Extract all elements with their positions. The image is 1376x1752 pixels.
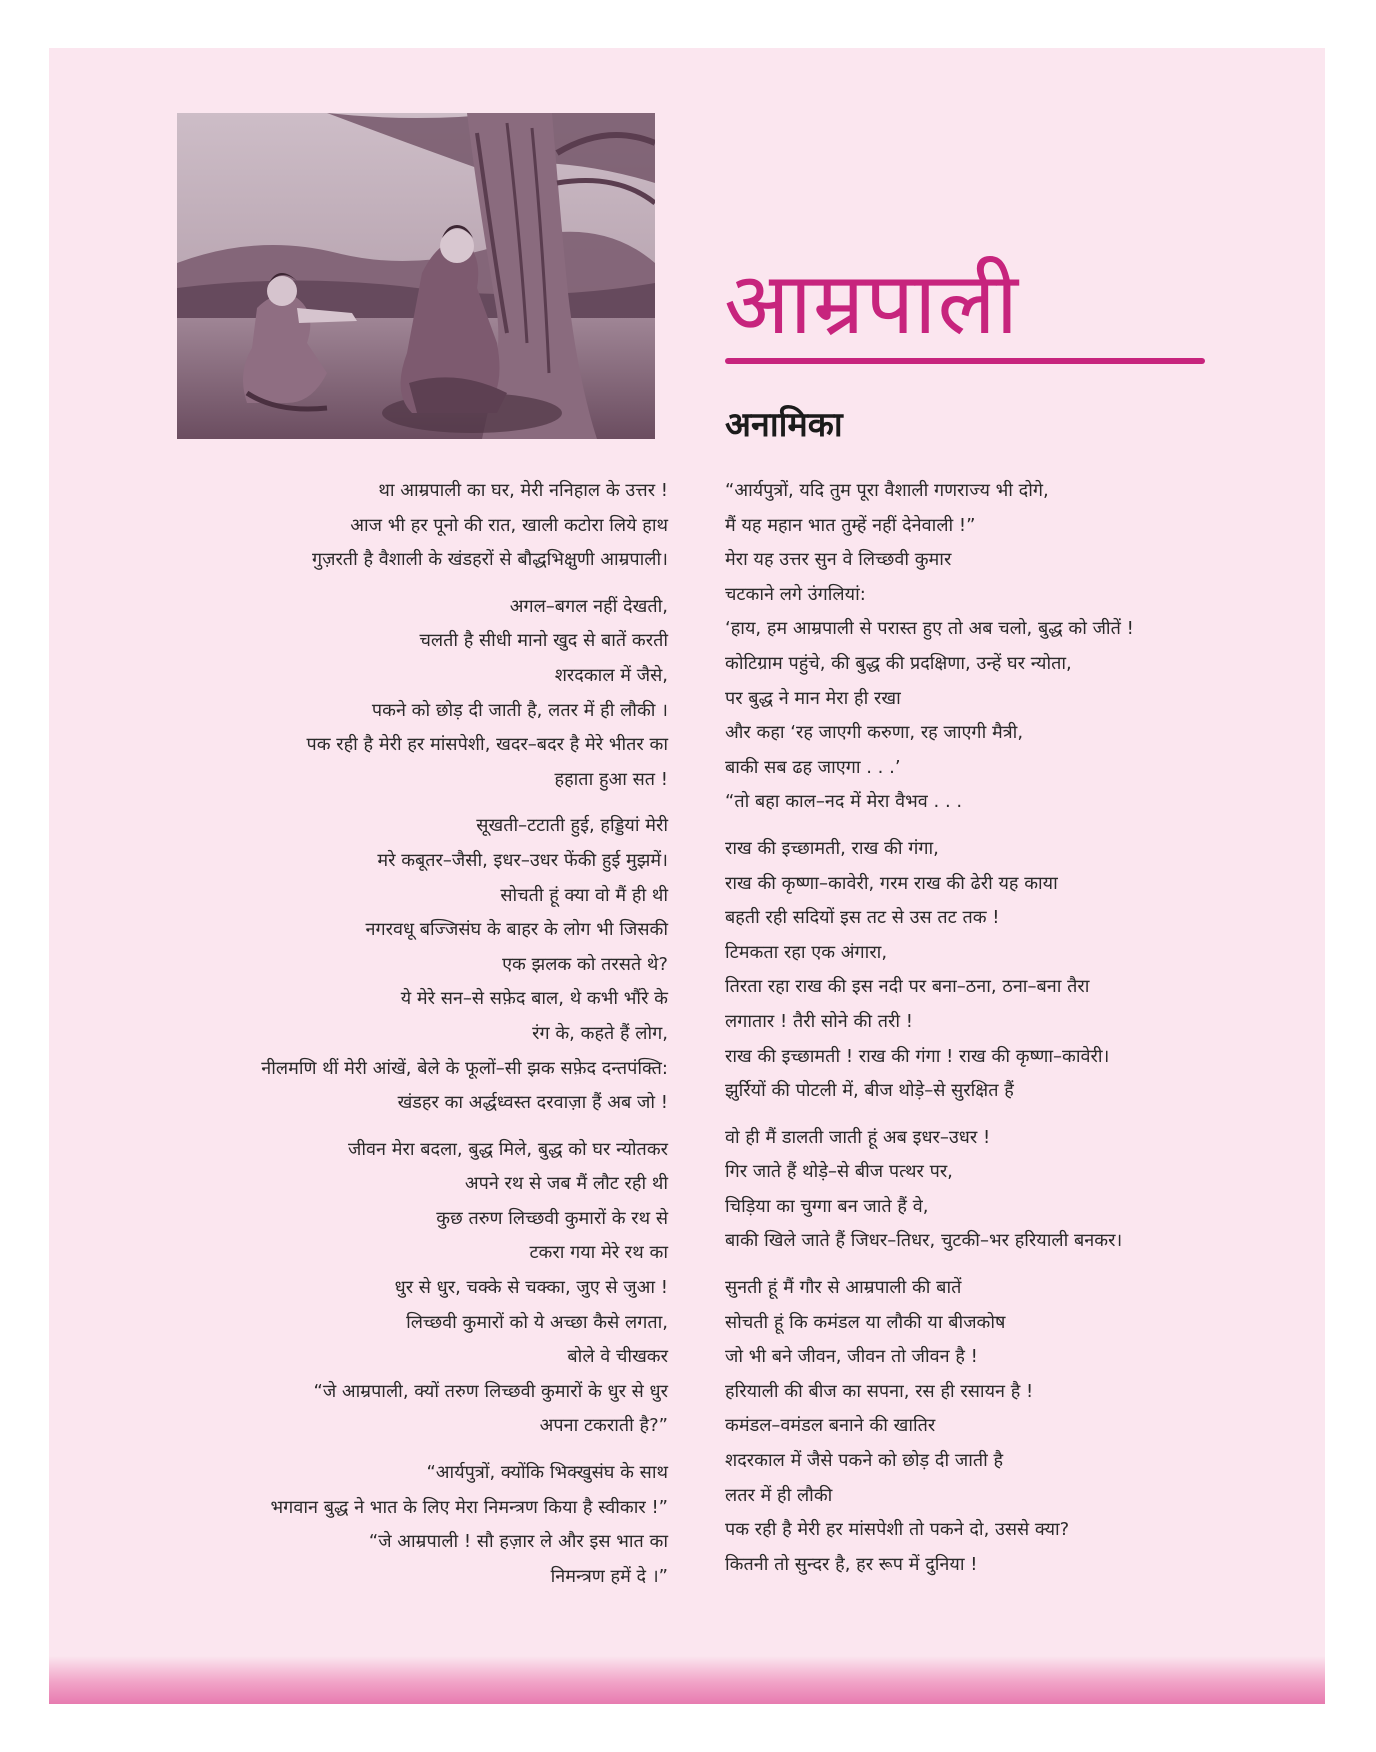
poem-line: “आर्यपुत्रों, यदि तुम पूरा वैशाली गणराज्य भी दोगे, [725,480,1049,501]
magazine-page [49,48,1325,1704]
poem-line: सोचती हूं क्या वो मैं ही थी [500,884,668,906]
poem-line: ‘हाय, हम आम्रपाली से परास्त हुए तो अब चलो, बुद्ध को जीतें ! [725,618,1134,640]
poem-line: कमंडल–वमंडल बनाने की खातिर [725,1415,936,1437]
poem-line: मेरा यह उत्तर सुन वे लिच्छवी कुमार [725,549,952,571]
poem-line: बाकी सब ढह जाएगा . . .’ [725,756,901,778]
poem-line: पर बुद्ध ने मान मेरा ही रखा [725,687,901,709]
poem-line: गुज़रती है वैशाली के खंडहरों से बौद्धभिक्षुणी आम्रपाली। [311,549,668,571]
poem-line: कुछ तरुण लिच्छवी कुमारों के रथ से [436,1207,668,1229]
poem-line: राख की इच्छामती, राख की गंगा, [725,837,939,859]
poem-line: टिमकता रहा एक अंगारा, [725,941,888,963]
stanza [128,1133,668,1444]
poem-line: चटकाने लगे उंगलियां: [725,583,866,605]
poem-line: “जे आम्रपाली, क्यों तरुण लिच्छवी कुमारों के धुर से धुर [313,1380,668,1402]
poem-line: सुनती हूं मैं गौर से आम्रपाली की बातें [725,1277,962,1299]
poem-line: चलती है सीधी मानो खुद से बातें करती [419,630,668,652]
poem-line: अपने रथ से जब मैं लौट रही थी [464,1173,668,1195]
poem-line: मरे कबूतर–जैसी, इधर–उधर फेंकी हुई मुझमें। [377,849,668,871]
poem-line: अपना टकराती है?” [539,1415,668,1437]
poem-line: और कहा ‘रह जाएगी करुणा, रह जाएगी मैत्री, [725,722,1024,744]
poem-line: एक झलक को तरसते थे? [502,953,668,975]
poem-line: लिच्छवी कुमारों को ये अच्छा कैसे लगता, [406,1311,668,1333]
stanza [725,1121,1295,1259]
stanza [128,590,668,798]
poem-line: “जे आम्रपाली ! सौ हज़ार ले और इस भात का [368,1531,668,1553]
poem-line: झुर्रियों की पोटली में, बीज थोड़े–से सुरक्षित हैं [725,1080,1014,1102]
poem-line: मैं यह महान भात तुम्हें नहीं देनेवाली !” [725,514,976,536]
stanza [725,1271,1295,1582]
poem-line: हरियाली की बीज का सपना, रस ही रसायन है ! [725,1380,1034,1402]
stanza [128,1456,668,1594]
poem-line: राख की कृष्णा–कावेरी, गरम राख की ढेरी यह काया [725,872,1058,894]
poem-line: बोले वे चीखकर [567,1346,668,1368]
poem-line: जीवन मेरा बदला, बुद्ध मिले, बुद्ध को घर न्योतकर [347,1138,668,1160]
poem-line: कितनी तो सुन्दर है, हर रूप में दुनिया ! [725,1553,978,1575]
poem-line: शरदकाल में जैसे, [554,664,668,686]
poem-line: कोटिग्राम पहुंचे, की बुद्ध की प्रदक्षिणा, उन्हें घर न्योता, [725,652,1072,674]
poem-line: बहती रही सदियों इस तट से उस तट तक ! [725,907,1000,929]
poem-line: तिरता रहा राख की इस नदी पर बना–ठना, ठना–बना तैरा [725,976,1090,998]
poem-right-column [725,474,1295,1582]
poem-line: लगातार ! तैरी सोने की तरी ! [725,1010,913,1032]
poem-line: भगवान बुद्ध ने भात के लिए मेरा निमन्त्रण किया है स्वीकार !” [270,1496,668,1518]
poem-author: अनामिका [725,405,843,445]
poem-line: जो भी बने जीवन, जीवन तो जीवन है ! [725,1346,978,1368]
poem-line: “तो बहा काल–नद में मेरा वैभव . . . [725,791,963,813]
poem-line: धुर से धुर, चक्के से चक्का, जुए से जुआ ! [394,1277,668,1299]
poem-line: ये मेरे सन–से सफ़ेद बाल, थे कभी भौंरे के [400,988,668,1010]
poem-line: टकरा गया मेरे रथ का [529,1242,668,1264]
poem-line: सूखती–टटाती हुई, हड्डियां मेरी [476,815,668,837]
footer-band [49,1656,1325,1704]
poem-line: “आर्यपुत्रों, क्योंकि भिक्खुसंघ के साथ [426,1462,668,1484]
poem-left-column [128,474,668,1594]
buddha-illustration [177,113,655,439]
poem-line: पक रही है मेरी हर मांसपेशी तो पकने दो, उससे क्या? [725,1519,1070,1541]
poem-line: आज भी हर पूनो की रात, खाली कटोरा लिये हाथ [350,514,668,536]
poem-line: शदरकाल में जैसे पकने को छोड़ दी जाती है [725,1450,1004,1472]
poem-line: राख की इच्छामती ! राख की गंगा ! राख की कृष्णा–कावेरी। [725,1045,1110,1067]
poem-line: हहाता हुआ सत ! [554,768,668,790]
poem-line: अगल–बगल नहीं देखती, [509,595,668,617]
poem-line: रंग के, कहते हैं लोग, [532,1022,668,1044]
poem-line: खंडहर का अर्द्धध्वस्त दरवाज़ा हैं अब जो ! [397,1092,668,1114]
title-underline [725,358,1205,364]
poem-line: गिर जाते हैं थोड़े–से बीज पत्थर पर, [725,1161,953,1183]
stanza [725,832,1295,1109]
stanza [128,474,668,578]
poem-line: चिड़िया का चुग्गा बन जाते हैं वे, [725,1195,929,1217]
poem-line: वो ही मैं डालती जाती हूं अब इधर–उधर ! [725,1126,991,1148]
poem-line: निमन्त्रण हमें दे ।” [550,1565,668,1587]
illustration-image [177,113,655,439]
stanza [725,474,1295,820]
poem-line: सोचती हूं कि कमंडल या लौकी या बीजकोष [725,1311,1006,1333]
poem-line: बाकी खिले जाते हैं जिधर–तिधर, चुटकी–भर हरियाली बनकर। [725,1230,1123,1252]
poem-title: आम्रपाली [724,254,1020,354]
poem-line: पकने को छोड़ दी जाती है, लतर में ही लौकी । [371,699,668,721]
stanza [128,809,668,1120]
poem-line: नीलमणि थीं मेरी आंखें, बेले के फूलों–सी झक सफ़ेद दन्तपंक्ति: [261,1057,668,1079]
poem-line: पक रही है मेरी हर मांसपेशी, खदर–बदर है मेरे भीतर का [306,734,668,756]
poem-line: था आम्रपाली का घर, मेरी ननिहाल के उत्तर ! [378,480,668,501]
poem-line: लतर में ही लौकी [725,1484,833,1506]
poem-line: नगरवधू बज्जिसंघ के बाहर के लोग भी जिसकी [365,919,668,941]
